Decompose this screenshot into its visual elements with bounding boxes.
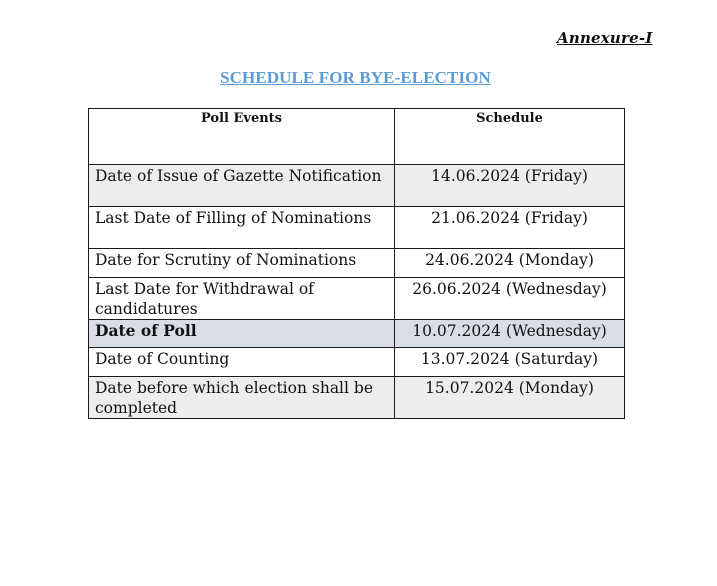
column-header-schedule: Schedule (395, 109, 625, 165)
table-row (89, 165, 625, 207)
event-cell: Date of Counting (89, 348, 395, 377)
document-title (0, 68, 717, 88)
event-cell: Date before which election shall be completed (89, 377, 395, 419)
schedule-cell: 14.06.2024 (Friday) (395, 165, 625, 207)
table-row-highlighted (89, 320, 625, 348)
table-row (89, 377, 625, 419)
document-title-text: SCHEDULE FOR BYE-ELECTION (220, 68, 491, 87)
schedule-cell: 26.06.2024 (Wednesday) (395, 278, 625, 320)
table-row (89, 278, 625, 320)
event-cell: Date for Scrutiny of Nominations (89, 249, 395, 278)
table-header-row (89, 109, 625, 165)
schedule-table (88, 108, 625, 419)
annexure-label: Annexure-I (557, 29, 653, 47)
event-cell: Date of Issue of Gazette Notification (89, 165, 395, 207)
schedule-cell: 24.06.2024 (Monday) (395, 249, 625, 278)
schedule-cell: 21.06.2024 (Friday) (395, 207, 625, 249)
schedule-cell: 13.07.2024 (Saturday) (395, 348, 625, 377)
event-cell: Last Date for Withdrawal of candidatures (89, 278, 395, 320)
table-row (89, 348, 625, 377)
column-header-poll-events: Poll Events (89, 109, 395, 165)
table-row (89, 249, 625, 278)
schedule-cell: 15.07.2024 (Monday) (395, 377, 625, 419)
event-cell: Last Date of Filling of Nominations (89, 207, 395, 249)
table-row (89, 207, 625, 249)
schedule-cell: 10.07.2024 (Wednesday) (395, 320, 625, 348)
event-cell: Date of Poll (89, 320, 395, 348)
